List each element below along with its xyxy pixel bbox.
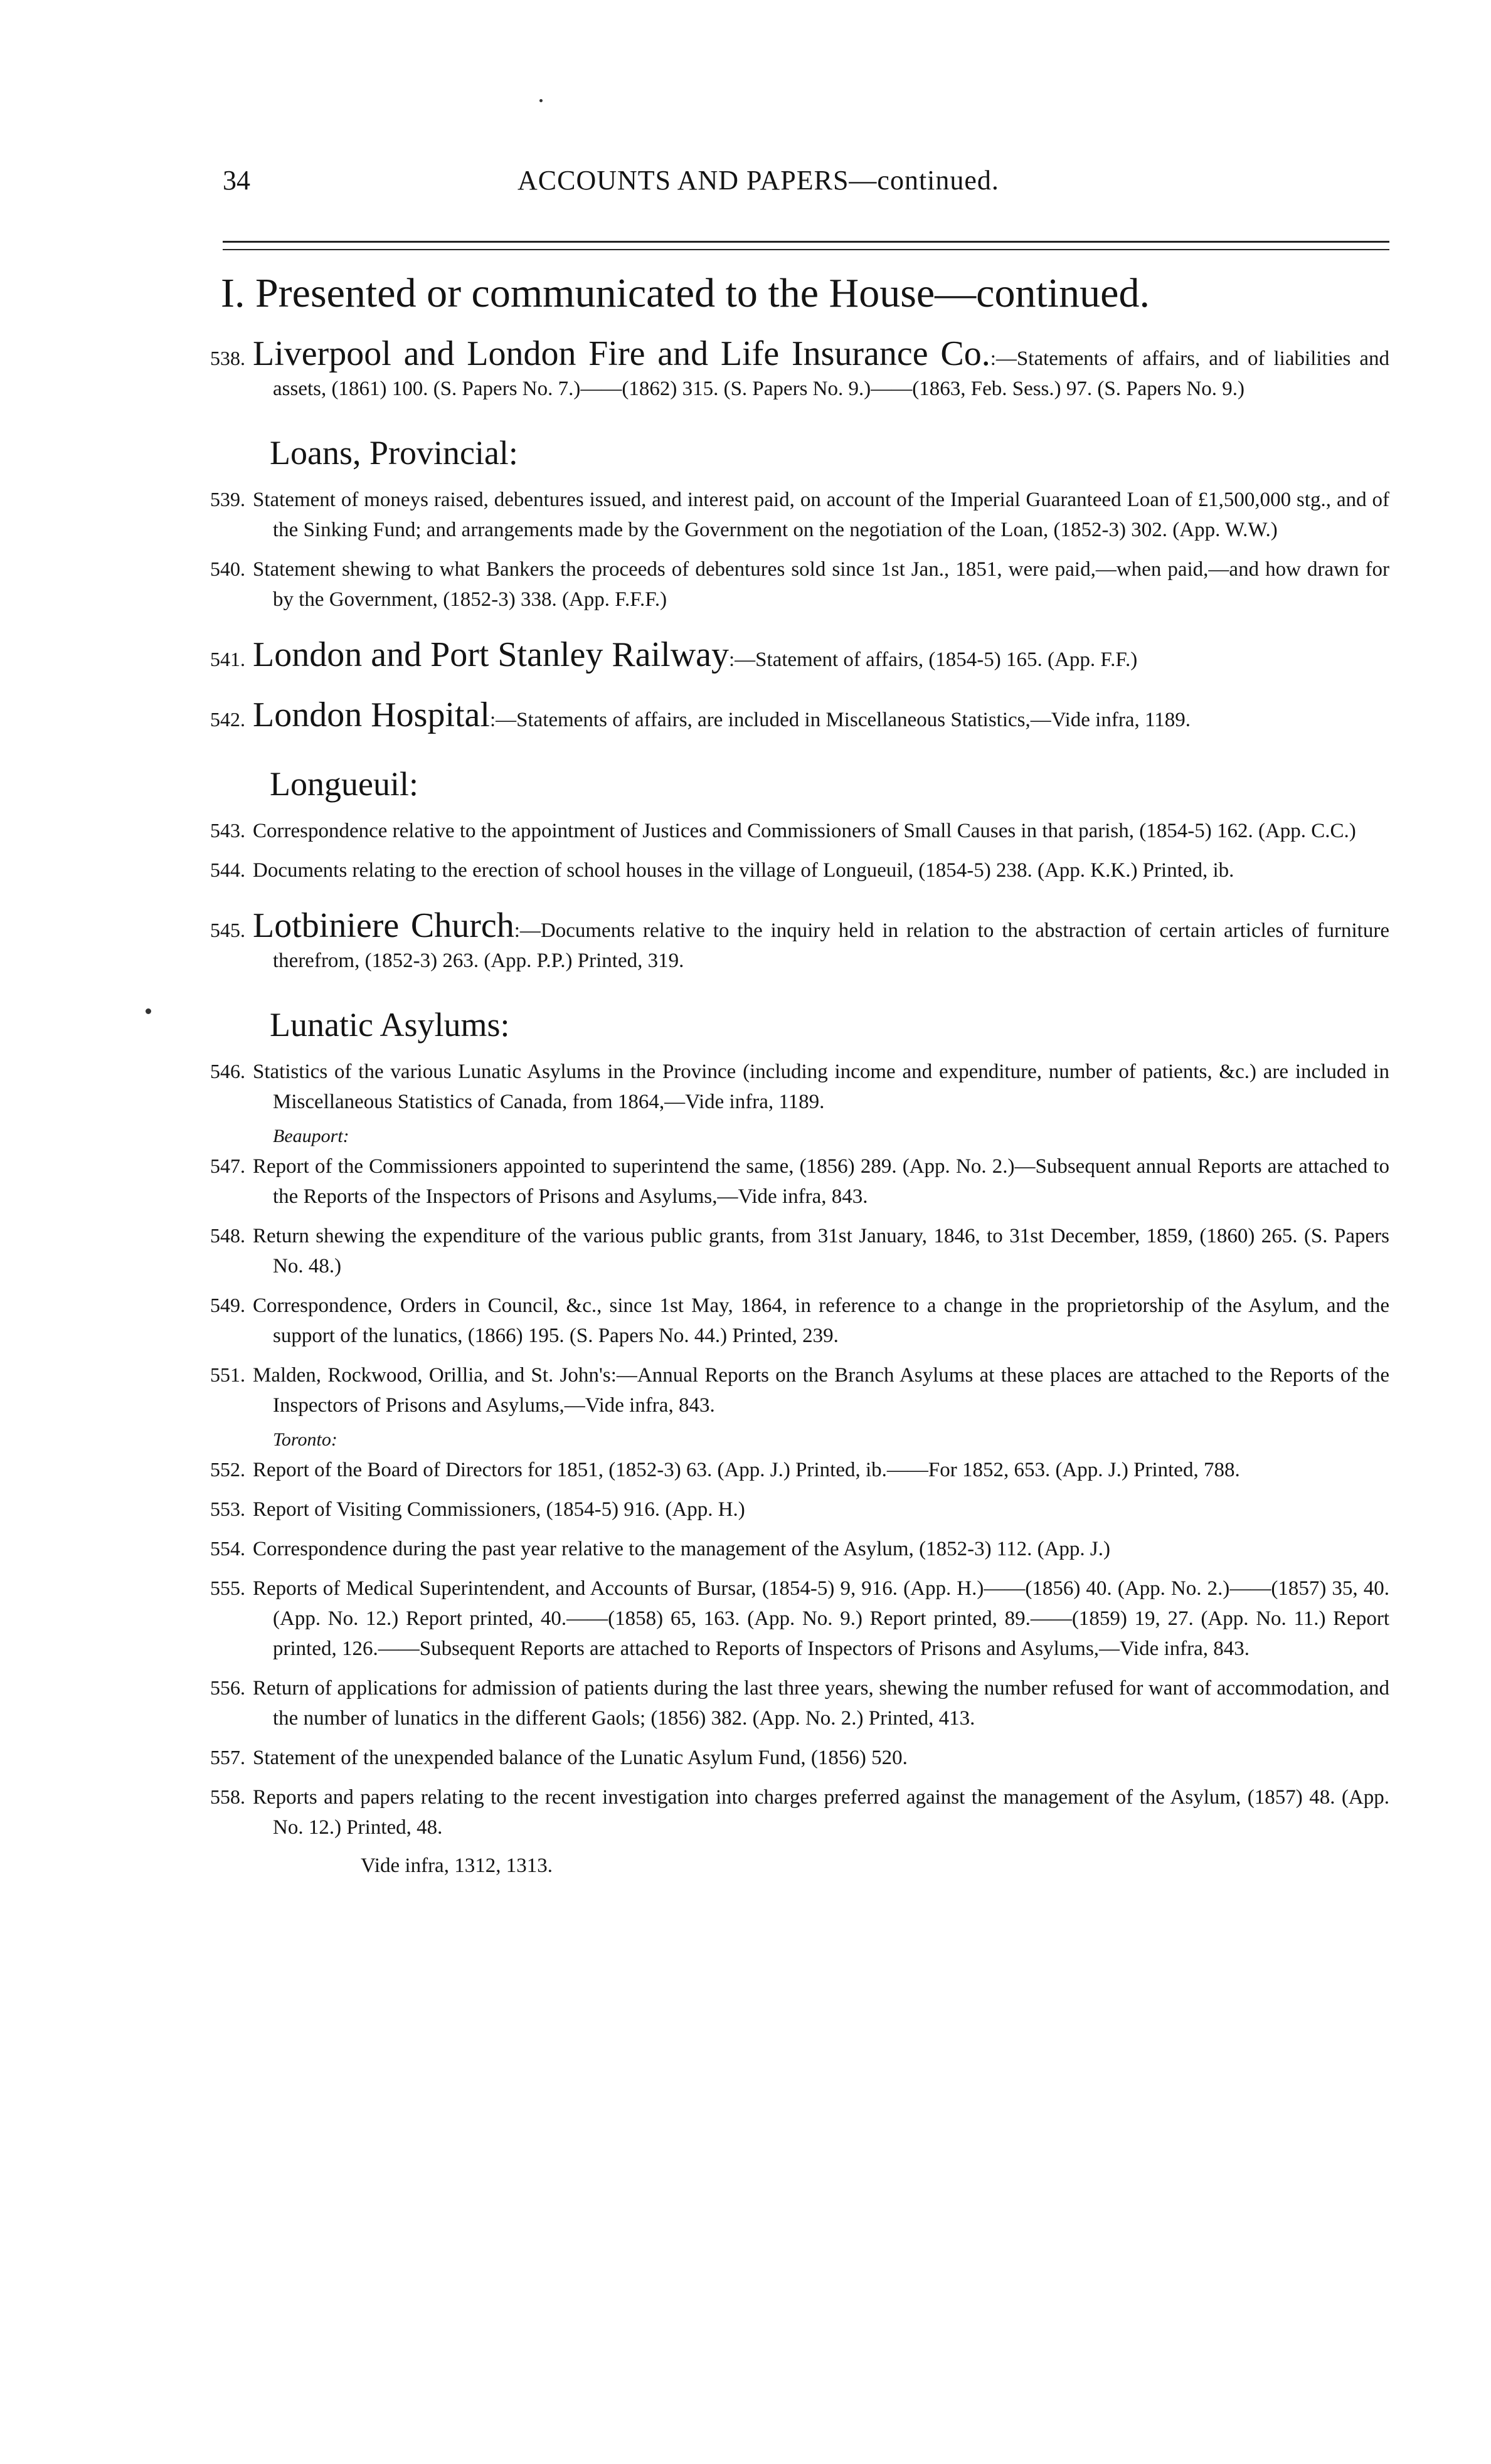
entry-549 xyxy=(210,1290,1389,1351)
group-heading: Longueuil: xyxy=(270,765,418,803)
entry-number: 543. xyxy=(210,819,245,842)
entry-557 xyxy=(210,1742,1389,1773)
entry-number: 553. xyxy=(210,1498,245,1520)
entry-number: 540. xyxy=(210,558,245,580)
entry-542 xyxy=(210,695,1389,735)
entry-number: 546. xyxy=(210,1060,245,1082)
entry-number: 557. xyxy=(210,1746,245,1769)
entry-text: Correspondence relative to the appointment of Justices and Commissioners of Small Causes in that parish, (1854-5) 162. (App. C.C.) xyxy=(253,820,1356,842)
header-rule-bottom xyxy=(223,249,1389,250)
entry-553 xyxy=(210,1494,1389,1525)
entry-text: Reports of Medical Superintendent, and Accounts of Bursar, (1854-5) 9, 916. (App. H.)——(1856) 40. (App. No. 2.)——(1857) 35, 40. (App. No. 12.) Report printed, 40.——(1858) 65, 163. (App. No. 9.) Report printed, 89.——(1859) 19, 27. (App. No. 11.) Report printed, 126.——Subsequent Reports are attached to Reports of Inspectors of Prisons and Asylums,—Vide infra, 843. xyxy=(253,1577,1389,1660)
entry-number: 541. xyxy=(210,648,245,670)
entry-text: Correspondence during the past year relative to the management of the Asylum, (1852-3) 112. (App. J.) xyxy=(253,1538,1110,1560)
entry-number: 551. xyxy=(210,1363,245,1386)
entry-number: 556. xyxy=(210,1676,245,1699)
entry-text: Return shewing the expenditure of the various public grants, from 31st January, 1846, to 31st December, 1859, (1860) 265. (S. Papers No. 48.) xyxy=(253,1225,1389,1277)
entry-number: 555. xyxy=(210,1577,245,1599)
entry-number: 547. xyxy=(210,1155,245,1177)
header-rule-top xyxy=(223,241,1389,243)
entry-number: 558. xyxy=(210,1785,245,1808)
entry-number: 545. xyxy=(210,919,245,941)
entry-title: London Hospital xyxy=(253,695,490,734)
entry-text: Statement of moneys raised, debentures issued, and interest paid, on account of the Imperial Guaranteed Loan of £1,500,000 stg., and of the Sinking Fund; and arrangements made by the Government on the negotiation of the Loan, (1852-3) 302. (App. W.W.) xyxy=(253,489,1389,541)
entry-539 xyxy=(210,484,1389,545)
entry-547 xyxy=(210,1151,1389,1212)
group-heading: Lunatic Asylums: xyxy=(270,1006,510,1044)
entry-text: :—Documents relative to the inquiry held in relation to the abstraction of certain articles of furniture therefrom, (1852-3) 263. (App. P.P.) Printed, 319. xyxy=(273,919,1389,972)
entry-556 xyxy=(210,1673,1389,1733)
entry-number: 549. xyxy=(210,1294,245,1316)
entry-text: Statement of the unexpended balance of the Lunatic Asylum Fund, (1856) 520. xyxy=(253,1747,908,1769)
entry-text: Report of Visiting Commissioners, (1854-5) 916. (App. H.) xyxy=(253,1498,745,1521)
entry-text: Statistics of the various Lunatic Asylums in the Province (including income and expenditure, number of patients, &c.) are included in Miscellaneous Statistics of Canada, from 1864,—Vide infra, 1189. xyxy=(253,1060,1389,1113)
entry-543 xyxy=(210,815,1389,846)
entry-title: Lotbiniere Church xyxy=(253,906,514,945)
entry-548 xyxy=(210,1220,1389,1281)
entry-text: Report of the Board of Directors for 1851, (1852-3) 63. (App. J.) Printed, ib.——For 1852, 653. (App. J.) Printed, 788. xyxy=(253,1459,1240,1481)
entry-text: :—Statements of affairs, and of liabilities and assets, (1861) 100. (S. Papers No. 7.)——(1862) 315. (S. Papers No. 9.)——(1863, Feb. Sess.) 97. (S. Papers No. 9.) xyxy=(273,347,1389,400)
entry-552 xyxy=(210,1454,1389,1485)
entry-number: 539. xyxy=(210,488,245,510)
running-title: ACCOUNTS AND PAPERS—continued. xyxy=(517,165,999,196)
subheading: Beauport: xyxy=(273,1126,349,1146)
entry-number: 538. xyxy=(210,347,245,369)
entry-text: Malden, Rockwood, Orillia, and St. John's:—Annual Reports on the Branch Asylums at these places are attached to the Reports of the Inspectors of Prisons and Asylums,—Vide infra, 843. xyxy=(253,1364,1389,1417)
entry-text: Correspondence, Orders in Council, &c., since 1st May, 1864, in reference to a change in the proprietorship of the Asylum, and the support of the lunatics, (1866) 195. (S. Papers No. 44.) Printed, 239. xyxy=(253,1294,1389,1347)
entry-551 xyxy=(210,1360,1389,1420)
entry-text: :—Statement of affairs, (1854-5) 165. (App. F.F.) xyxy=(729,648,1138,671)
entry-555 xyxy=(210,1573,1389,1664)
section-heading: I. Presented or communicated to the House—continued. xyxy=(221,270,1150,316)
entry-545 xyxy=(210,906,1389,976)
entry-text: :—Statements of affairs, are included in Miscellaneous Statistics,—Vide infra, 1189. xyxy=(489,709,1191,731)
print-speck xyxy=(539,99,543,102)
entry-540 xyxy=(210,554,1389,615)
entry-title: London and Port Stanley Railway xyxy=(253,635,730,674)
group-heading: Loans, Provincial: xyxy=(270,434,518,472)
entry-text: Reports and papers relating to the recent investigation into charges preferred against the management of the Asylum, (1857) 48. (App. No. 12.) Printed, 48. xyxy=(253,1786,1389,1839)
entry-554 xyxy=(210,1533,1389,1564)
print-speck xyxy=(146,1008,151,1014)
entry-text: Report of the Commissioners appointed to superintend the same, (1856) 289. (App. No. 2.)—Subsequent annual Reports are attached to the Reports of the Inspectors of Prisons and Asylums,—Vide infra, 843. xyxy=(253,1155,1389,1208)
entry-544 xyxy=(210,855,1389,886)
entry-number: 542. xyxy=(210,708,245,731)
entry-546 xyxy=(210,1056,1389,1117)
entry-text: Return of applications for admission of patients during the last three years, shewing the number refused for want of accommodation, and the number of lunatics in the different Gaols; (1856) 382. (App. No. 2.) Printed, 413. xyxy=(253,1677,1389,1730)
entry-number: 544. xyxy=(210,859,245,881)
entry-number: 552. xyxy=(210,1458,245,1481)
page-header xyxy=(223,164,1383,208)
entry-title: Liverpool and London Fire and Life Insurance Co. xyxy=(253,334,990,373)
page-number: 34 xyxy=(223,165,250,196)
entry-text: Documents relating to the erection of school houses in the village of Longueuil, (1854-5) 238. (App. K.K.) Printed, ib. xyxy=(253,859,1234,882)
entries-list xyxy=(210,334,1389,1880)
subheading: Toronto: xyxy=(273,1429,337,1450)
entry-541 xyxy=(210,635,1389,675)
entry-number: 548. xyxy=(210,1224,245,1247)
entry-number: 554. xyxy=(210,1537,245,1560)
closing-note: Vide infra, 1312, 1313. xyxy=(361,1854,553,1877)
entry-538 xyxy=(210,334,1389,404)
entry-text: Statement shewing to what Bankers the proceeds of debentures sold since 1st Jan., 1851, were paid,—when paid,—and how drawn for by the Government, (1852-3) 338. (App. F.F.F.) xyxy=(253,558,1389,611)
entry-558 xyxy=(210,1782,1389,1843)
